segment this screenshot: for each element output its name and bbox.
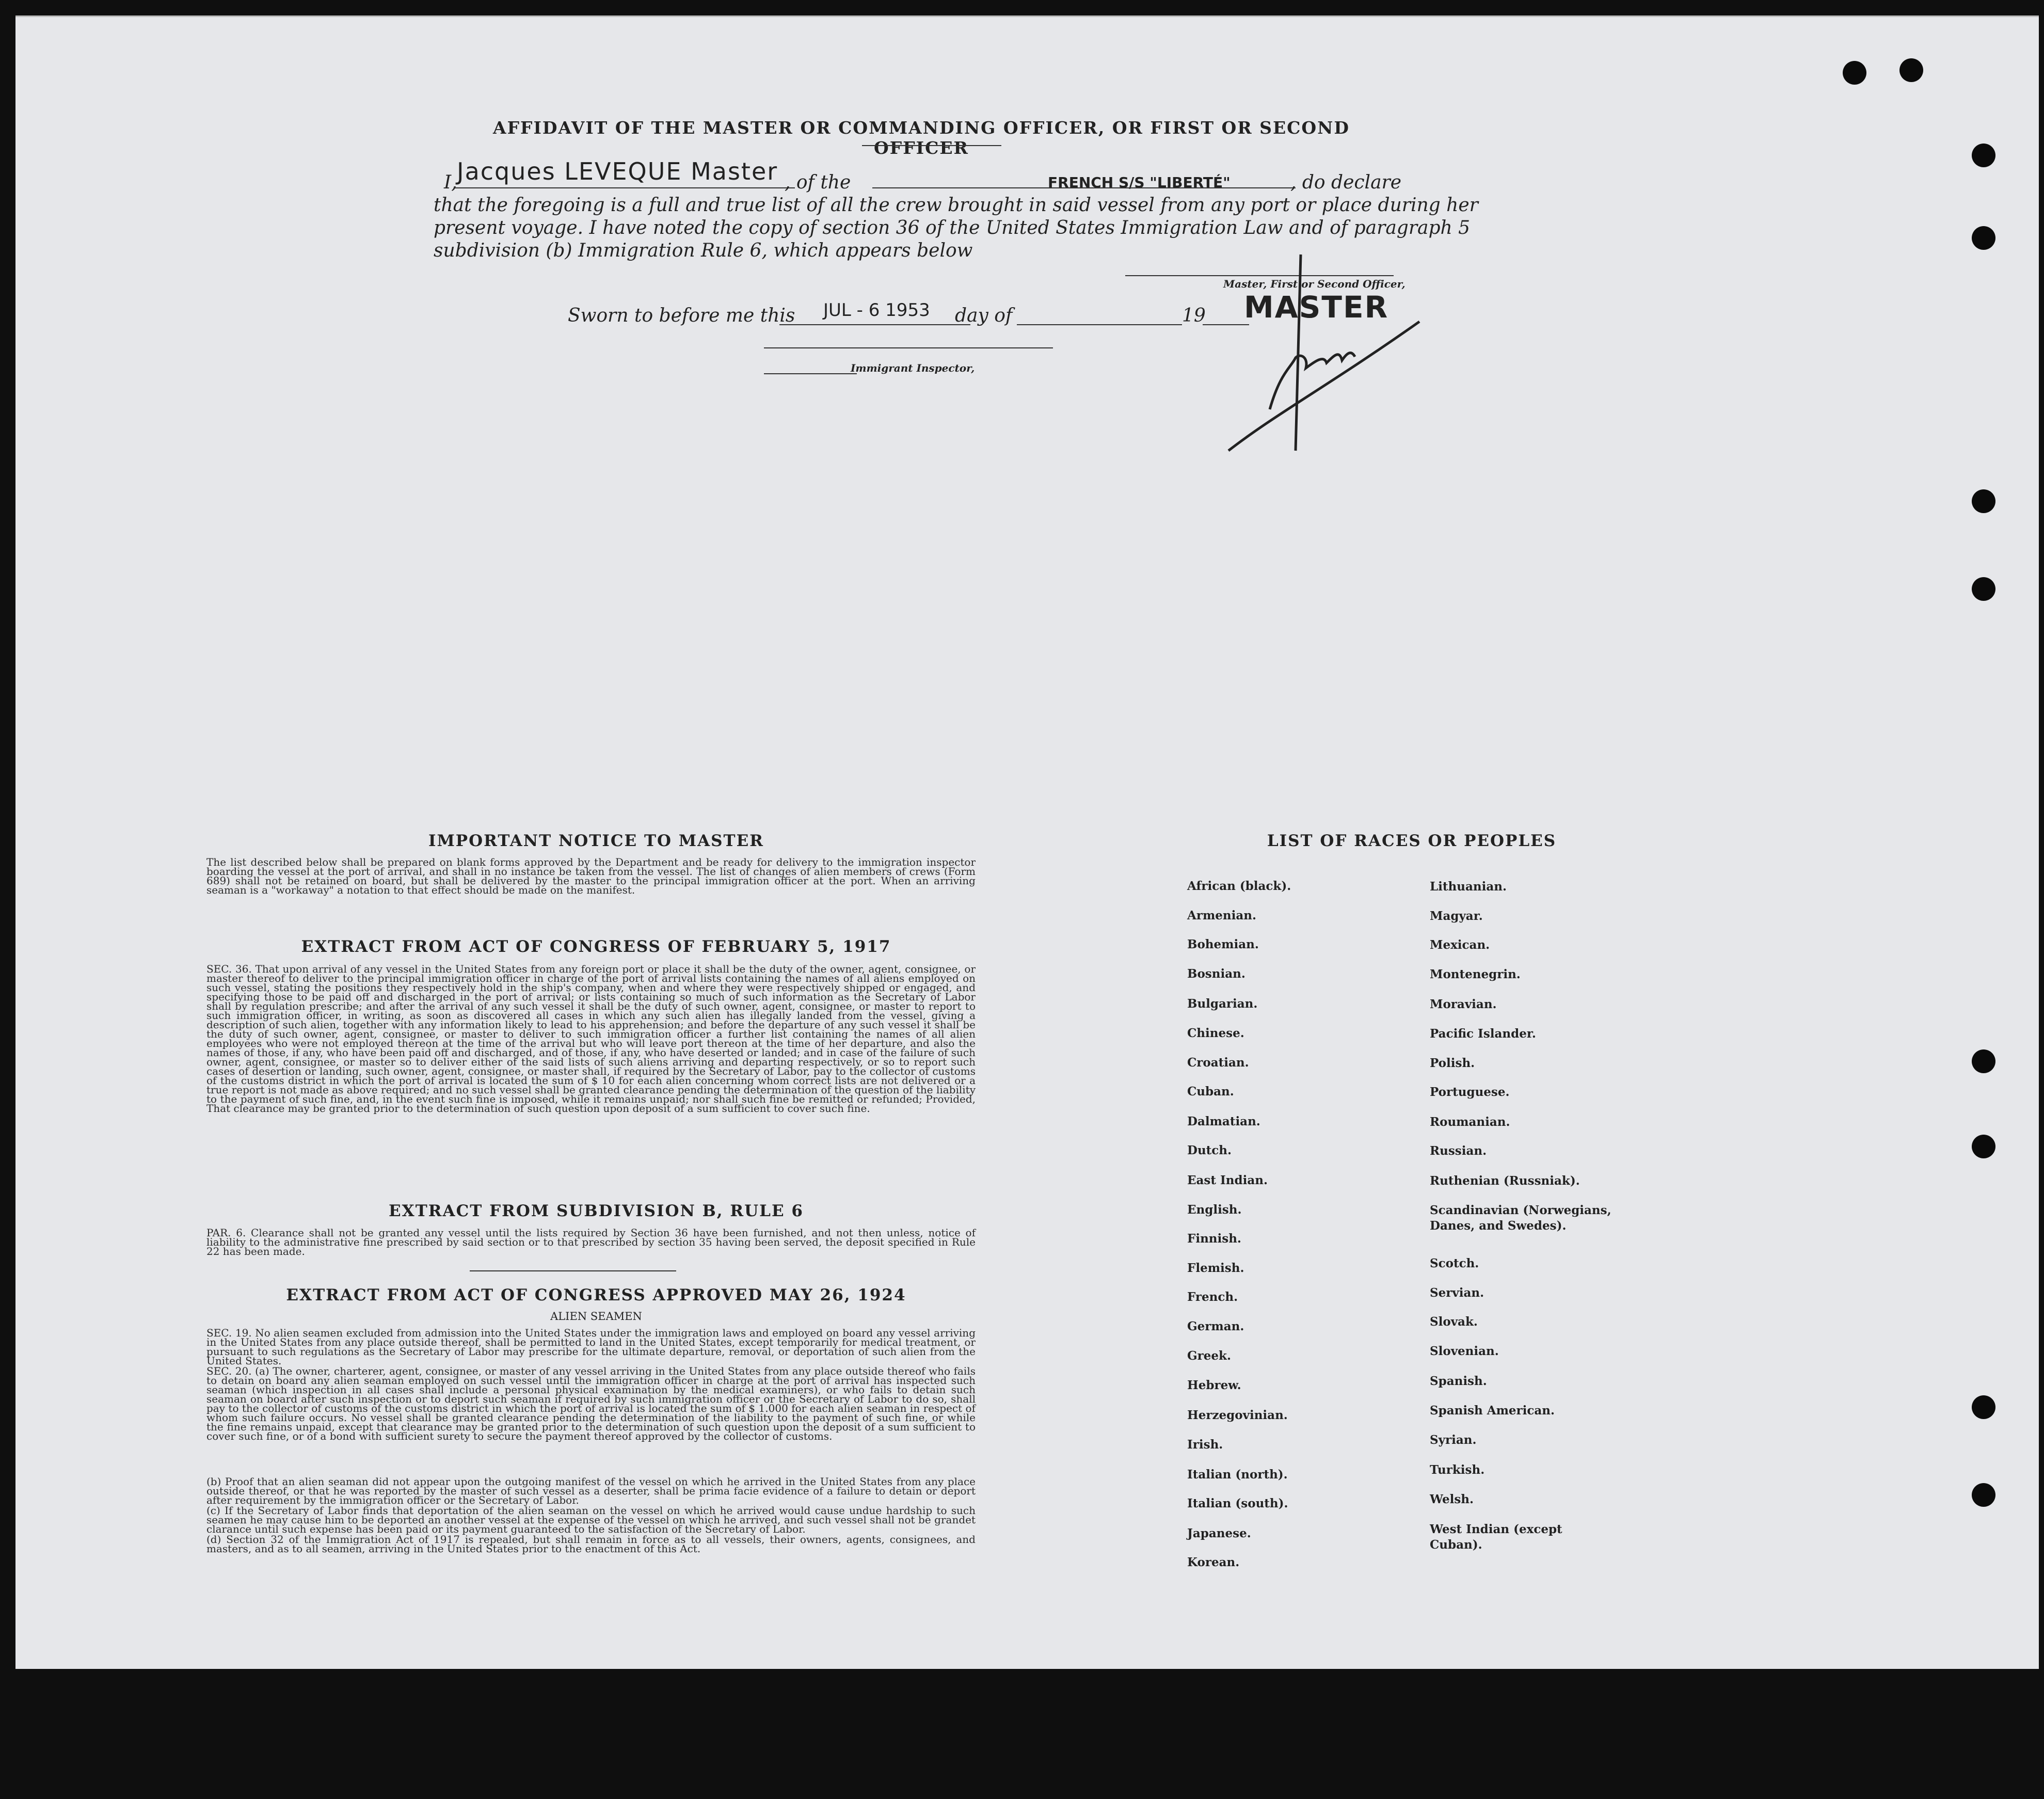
- race-item: Chinese.: [1187, 1026, 1244, 1040]
- race-item: Montenegrin.: [1430, 967, 1521, 981]
- section-divider: [470, 1270, 676, 1271]
- race-item: Italian (north).: [1187, 1468, 1288, 1482]
- punch-hole: [1843, 61, 1866, 85]
- punch-hole: [1972, 1135, 1995, 1158]
- race-item: Russian.: [1430, 1144, 1487, 1158]
- race-item: Cuban.: [1187, 1085, 1234, 1098]
- race-item: East Indian.: [1187, 1173, 1268, 1187]
- race-item: Ruthenian (Russniak).: [1430, 1174, 1580, 1188]
- punch-hole: [1972, 144, 1995, 167]
- race-item: Moravian.: [1430, 997, 1497, 1011]
- race-item: Bosnian.: [1187, 967, 1245, 981]
- punch-hole: [1972, 1049, 1995, 1073]
- race-item: Slovenian.: [1430, 1344, 1499, 1358]
- notice-body: The list described below shall be prepared on blank forms approved by the Department and be ready for delivery to the immigration inspector boarding the vessel at the port of arrival, and shall in no instance be taken from the vessel. The list of changes of alien members of crews (Form 689) shall not be retained on board, but shall be delivered by the master to the principal immigration officer at the port. When an arriving seaman is a "workaway" a notation to that effect should be made on the manifest.: [206, 856, 976, 896]
- race-item: Spanish.: [1430, 1374, 1487, 1388]
- affidavit-title: AFFIDAVIT OF THE MASTER OR COMMANDING OFFICER, OR FIRST OR SECOND OFFICER: [493, 118, 1350, 158]
- extract-1924-subtitle: ALIEN SEAMEN: [550, 1310, 642, 1323]
- extract-1924-sec20a: SEC. 20. (a) The owner, charterer, agent, consignee, or master of any vessel arriving in the United States from any place outside thereof who fails to detain on board any alien seaman employed on such vessel until the immigration officer in charge at the port of arrival has inspected such seaman (which inspection in all cases shall include a personal physical examination by the medical examiners), or who fails to detain such seaman on board after such inspection or to deport such seaman if required by such immigration officer or the Secretary of Labor to do so, shall pay to the collector of customs of the customs district in which the port of arrival is located the sum of $ 1.000 for each alien seaman in respect of whom such failure occurs. No vessel shall be granted clearance pending the determination of the liability to the payment of such fine, or while the fine remains unpaid, except that clearance may be granted prior to the determination of such question upon the deposit of a sum sufficient to cover such fine, or of a bond with sufficient surety to secure the payment thereof approved by the collector of customs.: [206, 1365, 976, 1442]
- race-item: English.: [1187, 1203, 1242, 1217]
- race-item: Slovak.: [1430, 1315, 1478, 1329]
- extract-1924-sec20d: (d) Section 32 of the Immigration Act of 1917 is repealed, but shall remain in force as to all vessels, their owners, agents, consignees, and masters, and as to all seamen, arriving in the United States prior to the enactment of this Act.: [206, 1533, 976, 1555]
- punch-hole: [1972, 226, 1995, 250]
- date-line: [779, 324, 970, 325]
- race-item: Armenian.: [1187, 909, 1257, 922]
- race-item: Bulgarian.: [1187, 997, 1258, 1011]
- extract-1917-body: SEC. 36. That upon arrival of any vessel in the United States from any foreign port or place it shall be the duty of the owner, agent, consignee, or master thereof to deliver to the principal immigration officer in charge of the port of arrival lists containing the names of all aliens employed on such vessel, stating the positions they respectively hold in the ship's company, when and where they were respectively shipped or engaged, and specifying those to be paid off and discharged in the port of arrival; or lists containing so much of such information as the Secretary of Labor shall by regulation prescribe; and after the arrival of any such vessel it shall be the duty of such owner, agent, consignee, or master to report to such immigration officer, in writing, as soon as discovered all cases in which any such alien has illegally landed from the vessel, giving a description of such alien, together with any information likely to lead to his apprehension; and before the departure of any such vessel it shall be the duty of such owner, agent, consignee, or master to deliver to such immigration officer a further list containing the names of all alien employees who were not employed thereon at the time of the arrival but who will leave port thereon at the time of her departure, and also the names of those, if any, who have been paid off and discharged, and of those, if any, who have deserted or landed; and in case of the failure of such owner, agent, consignee, or master so to deliver either of the said lists of such aliens arriving and departing respectively, or so to report such cases of desertion or landing, such owner, agent, consignee, or master shall, if required by the Secretary of Labor, pay to the collector of customs of the customs district in which the port of arrival is located the sum of $ 10 for each alien concerning whom correct lists are not delivered or a true report is not made as above required; and no such vessel shall be granted clearance pending the determination of the question of the liability to the payment of such fine, and, in the event such fine is imposed, while it remains unpaid; nor shall such fine be remitted or refunded; Provided, That clearance may be granted prior to the determination of such question upon deposit of a sum sufficient to cover such fine.: [206, 963, 976, 1115]
- master-name: Jacques LEVEQUE Master: [457, 157, 778, 185]
- race-item: Croatian.: [1187, 1056, 1249, 1070]
- notice-title: IMPORTANT NOTICE TO MASTER: [428, 832, 764, 850]
- vessel-line: [872, 187, 1296, 188]
- race-item: Mexican.: [1430, 938, 1490, 952]
- of-word: , of the: [785, 172, 851, 193]
- race-item: Magyar.: [1430, 909, 1483, 923]
- race-item: Turkish.: [1430, 1463, 1485, 1477]
- punch-hole: [1972, 1395, 1995, 1419]
- races-title: LIST OF RACES OR PEOPLES: [1267, 832, 1557, 850]
- year-line: [1203, 324, 1249, 325]
- officer-stamp: MASTER: [1244, 290, 1389, 325]
- race-item: Italian (south).: [1187, 1496, 1288, 1510]
- race-item: Servian.: [1430, 1286, 1484, 1300]
- inspector-line-2: [764, 373, 857, 374]
- month-line: [1017, 324, 1182, 325]
- race-item: Dalmatian.: [1187, 1115, 1260, 1128]
- title-underline: [862, 145, 1001, 146]
- declaration-line-3: present voyage. I have noted the copy of section 36 of the United States Immigration Law and of paragraph 5: [434, 217, 1471, 238]
- extract-1924-sec20b: (b) Proof that an alien seaman did not appear upon the outgoing manifest of the vessel on which he arrived in the United States from any place outside thereof, or that he was reported by the master of such vessel as a deserter, shall be prima facie evidence of a failure to detain or deport after requirement by the immigration officer or the Secretary of Labor.: [206, 1475, 976, 1506]
- race-item: Spanish American.: [1430, 1404, 1555, 1418]
- punch-hole: [1972, 489, 1995, 513]
- extract-1924-sec19: SEC. 19. No alien seamen excluded from admission into the United States under the immigration laws and employed on board any vessel arriving in the United States from any place outside thereof, shall be permitted to land in the United States, except temporarily for medical treatment, or pursuant to such regulations as the Secretary of Labor may prescribe for the ultimate departure, removal, or deportation of such alien from the United States.: [206, 1327, 976, 1367]
- race-item: Syrian.: [1430, 1433, 1477, 1447]
- race-item: German.: [1187, 1319, 1244, 1333]
- race-item: Polish.: [1430, 1056, 1475, 1070]
- race-item: Greek.: [1187, 1349, 1231, 1363]
- race-item: Finnish.: [1187, 1232, 1241, 1246]
- race-item: Korean.: [1187, 1555, 1240, 1569]
- extract-1917-title: EXTRACT FROM ACT OF CONGRESS OF FEBRUARY 5, 1917: [301, 937, 891, 956]
- sworn-date: JUL - 6 1953: [823, 300, 930, 321]
- race-item: West Indian (except Cuban).: [1430, 1522, 1562, 1552]
- race-item: Lithuanian.: [1430, 880, 1507, 894]
- race-item: Irish.: [1187, 1438, 1223, 1452]
- vessel-name: FRENCH S/S "LIBERTÉ": [1048, 174, 1231, 191]
- document-page: [15, 15, 2039, 1669]
- race-item: Hebrew.: [1187, 1378, 1241, 1392]
- name-line: [454, 187, 795, 188]
- race-item: Scandinavian (Norwegians, Danes, and Swedes).: [1430, 1203, 1611, 1233]
- extract-1924-title: EXTRACT FROM ACT OF CONGRESS APPROVED MAY 26, 1924: [286, 1286, 906, 1304]
- declaration-line-4: subdivision (b) Immigration Rule 6, which appears below: [434, 240, 973, 261]
- inspector-label: Immigrant Inspector,: [851, 362, 975, 374]
- race-item: Welsh.: [1430, 1492, 1474, 1506]
- punch-hole: [1899, 58, 1923, 82]
- signature: [1213, 239, 1430, 466]
- declaration-line-2: that the foregoing is a full and true list of all the crew brought in said vessel from any port or place during her: [434, 195, 1478, 216]
- race-item: Pacific Islander.: [1430, 1027, 1536, 1041]
- race-item: Flemish.: [1187, 1261, 1244, 1275]
- race-item: Bohemian.: [1187, 937, 1259, 951]
- extract-rule6-body: PAR. 6. Clearance shall not be granted any vessel until the lists required by Section 36 have been furnished, and not then unless, notice of liability to the administrative fine prescribed by said section or to that prescribed by section 35 having been served, the deposit specified in Rule 22 has been made.: [206, 1227, 976, 1257]
- inspector-line-1: [764, 347, 1053, 348]
- day-of: day of: [955, 305, 1013, 326]
- punch-hole: [1972, 577, 1995, 601]
- race-item: Japanese.: [1187, 1526, 1251, 1540]
- extract-rule6-title: EXTRACT FROM SUBDIVISION B, RULE 6: [389, 1202, 804, 1220]
- race-item: Portuguese.: [1430, 1085, 1510, 1099]
- sworn-label: Sworn to before me this: [568, 305, 795, 326]
- officer-label: Master, First or Second Officer,: [1223, 278, 1406, 290]
- race-item: Dutch.: [1187, 1143, 1232, 1157]
- race-item: Herzegovinian.: [1187, 1408, 1288, 1422]
- do-declare: , do declare: [1290, 172, 1402, 193]
- race-item: Roumanian.: [1430, 1115, 1510, 1129]
- extract-1924-sec20c: (c) If the Secretary of Labor finds that deportation of the alien seaman on the vessel on which he arrived would cause undue hardship to such seamen he may cause him to be deported an another vessel at the expense of the vessel on which he arrived, and such vessel shall not be grandet clarance until such expense has been paid or its payment guaranteed to the satisfaction of the Secretary of Labor.: [206, 1504, 976, 1535]
- year-prefix: 19: [1182, 305, 1206, 326]
- race-item: French.: [1187, 1290, 1238, 1304]
- punch-hole: [1972, 1483, 1995, 1507]
- race-item: African (black).: [1187, 879, 1291, 893]
- i-prefix: I,: [444, 172, 457, 193]
- race-item: Scotch.: [1430, 1256, 1479, 1270]
